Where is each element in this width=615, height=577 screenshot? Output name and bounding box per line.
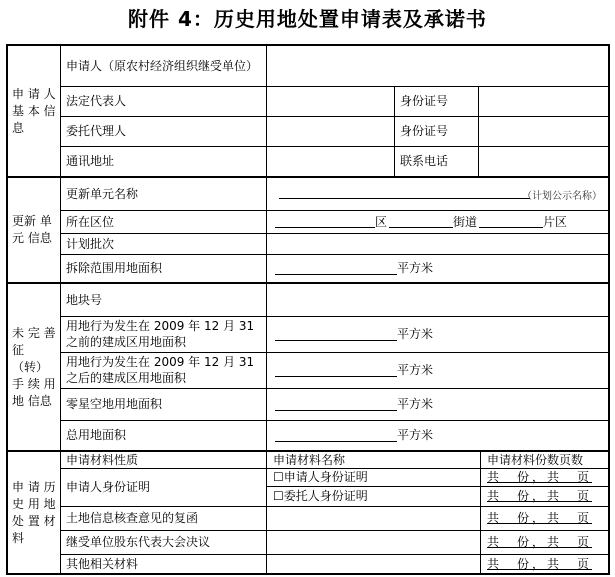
applicant-field[interactable] (267, 46, 610, 86)
phone-field[interactable] (479, 146, 610, 176)
before-2009-field[interactable] (267, 316, 610, 352)
col-count-header: 申请材料份数页数 (487, 453, 584, 467)
demolition-area-field[interactable] (267, 254, 610, 282)
unit-name-field[interactable] (267, 178, 610, 210)
scattered-area-label: 零星空地用地面积 (66, 397, 163, 411)
location-field[interactable] (267, 210, 610, 233)
total-area-label: 总用地面积 (66, 428, 127, 442)
section-materials: 申 请 历 史 用 地 处 置 材料 (12, 479, 56, 545)
sqm-unit: 平方米 (397, 363, 434, 377)
sqm-unit: 平方米 (397, 327, 434, 341)
demolition-area-label: 拆除范围用地面积 (66, 261, 163, 275)
legal-rep-field[interactable] (267, 86, 394, 116)
agent-field[interactable] (267, 116, 394, 146)
parcel-field[interactable] (267, 284, 610, 316)
other-materials-count[interactable]: 共 份，共 页 (487, 556, 593, 571)
unit-name-label: 更新单元名称 (66, 187, 139, 201)
id-number-label: 身份证号 (400, 94, 449, 108)
unit-name-note: （计划公示名称） (522, 191, 602, 202)
other-materials-field[interactable] (267, 554, 480, 573)
address-field[interactable] (267, 146, 394, 176)
page-title: 附件 4：历史用地处置申请表及承诺书 (128, 7, 487, 31)
land-info-field[interactable] (267, 506, 480, 530)
after-2009-field[interactable] (267, 352, 610, 388)
batch-label: 计划批次 (66, 236, 115, 251)
area-label: 片区 (543, 214, 568, 229)
resolution-field[interactable] (267, 530, 480, 554)
agent-id-checkbox[interactable]: ☐委托人身份证明 (273, 489, 368, 503)
resolution-count[interactable]: 共 份，共 页 (487, 535, 593, 549)
scattered-area-field[interactable] (267, 388, 610, 420)
agent-id-label: 身份证号 (400, 124, 449, 138)
before-2009-label: 用地行为发生在 2009 年 12 月 31 之前的建成区用地面积 (66, 319, 255, 349)
batch-field[interactable] (267, 233, 610, 254)
parcel-label: 地块号 (66, 293, 103, 307)
sqm-unit: 平方米 (397, 397, 434, 411)
sqm-unit: 平方米 (397, 428, 434, 442)
applicant-id-checkbox[interactable]: ☐申请人身份证明 (273, 470, 368, 484)
section-renewal-info: 更新 单元 信息 (12, 214, 52, 245)
id-proof-label: 申请人身份证明 (66, 480, 151, 494)
total-area-field[interactable] (267, 420, 610, 450)
address-label: 通讯地址 (66, 154, 115, 168)
section-incomplete-land-info: 未 完 善 征 （转） 手 续 用 地 信息 (12, 325, 56, 408)
sqm-unit: 平方米 (397, 261, 434, 275)
other-materials-label: 其他相关材料 (66, 556, 139, 571)
district-label: 区 (375, 214, 388, 229)
location-label: 所在区位 (66, 214, 115, 229)
legal-rep-id-field[interactable] (479, 86, 610, 116)
section-applicant-info: 申 请 人 基 本 信 息 (12, 86, 56, 135)
col-nature-header: 申请材料性质 (66, 453, 139, 467)
street-label: 街道 (453, 214, 478, 229)
agent-id-field[interactable] (479, 116, 610, 146)
after-2009-label: 用地行为发生在 2009 年 12 月 31 之后的建成区用地面积 (66, 355, 255, 385)
application-form (6, 44, 610, 575)
resolution-label: 继受单位股东代表大会决议 (66, 535, 211, 549)
land-info-count[interactable]: 共 份，共 页 (487, 511, 593, 525)
land-info-label: 土地信息核查意见的复函 (66, 511, 199, 525)
applicant-label: 申请人（原农村经济组织继受单位） (66, 59, 259, 73)
applicant-id-count[interactable]: 共 份，共 页 (487, 470, 593, 484)
legal-rep-label: 法定代表人 (66, 94, 127, 108)
agent-label: 委托代理人 (66, 124, 127, 138)
col-name-header: 申请材料名称 (273, 453, 346, 467)
agent-id-count[interactable]: 共 份，共 页 (487, 489, 593, 503)
phone-label: 联系电话 (400, 154, 449, 168)
